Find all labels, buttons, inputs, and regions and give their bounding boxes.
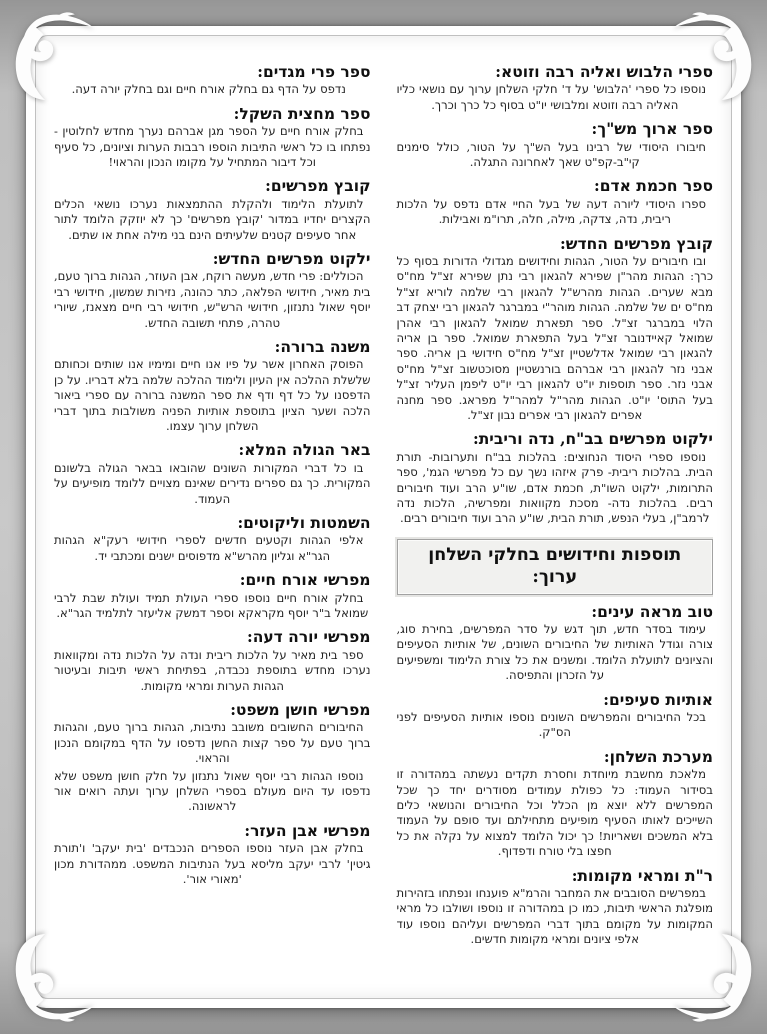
corner-flourish-icon bbox=[661, 8, 757, 104]
section bbox=[54, 337, 371, 434]
section-paragraph: בכל החיבורים והמפרשים השונים נוספו אותיות הסעיפים לפני הס"ק. bbox=[396, 709, 706, 740]
section-paragraph: הכוללים: פרי חדש, מעשה רוקח, אבן העוזר, הגהות ברוך טעם, בית מאיר, חידושי הפלאה, כתר כהונה, נזירות שמשון, חידושי רבי יוסף שאול נתנזון, חידושי הרש"ש, חידושי רבי חיים מצאנז, שיורי טהרה, פתחי תשובה החדש. bbox=[54, 269, 371, 330]
section bbox=[54, 104, 371, 171]
section-paragraph: נדפס על הדף גם בחלק אורח חיים וגם בחלק יורה דעה. bbox=[71, 82, 346, 97]
section bbox=[397, 747, 714, 860]
section bbox=[54, 249, 371, 331]
section-paragraph: החיבורים החשובים משובב נתיבות, הגהות ברוך טעם, והגהות ברוך טעם על ספר קצות החשן נדפסו על הדף במקומם הנכון והראוי. bbox=[54, 720, 371, 766]
section bbox=[397, 234, 714, 424]
section-heading: קובץ מפרשים החדש: bbox=[560, 233, 713, 253]
page-content bbox=[54, 56, 713, 986]
section-heading: באר הגולה המלא: bbox=[238, 440, 371, 460]
section-heading: ילקוט מפרשים החדש: bbox=[212, 248, 371, 268]
section bbox=[54, 821, 371, 888]
section-paragraph: עימוד בסדר חדש, תוך דגש על סדר המפרשים, בחירת סוג, צורה וגודל האותיות של החיבורים השונים, של אותיות הסעיפים והציונים לתועלת הלומד. ומשנים את כל צורת הלימוד ומשפיעים על הזכרון והתפיסה. bbox=[396, 621, 713, 683]
section bbox=[54, 513, 371, 564]
section-banner: תוספות וחידושים בחלקי השלחן ערוך: bbox=[397, 539, 714, 595]
section-paragraph: ספר בית מאיר על הלכות ריבית ונדה על הלכות נדה ומקוואות נערכו מחדש בתוספת נכבדה, בפתיחת ראשי תיבות ובעיטור הגהות הערות ומראי מקומות. bbox=[54, 647, 371, 693]
section-paragraph: לתועלת הלימוד ולהקלת ההתמצאות נערכו נושאי הכלים הקצרים יחדיו במדור 'קובץ מפרשים' כך לא יוזקק הלומד לתור אחר סעיפים קטנים שלעיתים הינם בני מילה אחת או שתים. bbox=[54, 196, 371, 242]
section-heading: ספר חכמת אדם: bbox=[594, 176, 713, 196]
section bbox=[54, 570, 371, 621]
section-heading: טוב מראה עינים: bbox=[591, 601, 713, 621]
section-heading: ספר ארוך מש"ך: bbox=[591, 119, 713, 139]
section bbox=[54, 627, 371, 694]
section bbox=[54, 440, 371, 507]
section bbox=[397, 690, 714, 741]
section-paragraph: בו כל דברי המקורות השונים שהובאו בבאר הגולה בלשונם המקורית. כך גם ספרים נדירים שאינם מצויים ללומד מופיעים על העמוד. bbox=[54, 460, 371, 506]
section-paragraph: ספרו היסודי ליורה דעה של בעל החיי אדם נדפס על הלכות ריבית, נדה, צדקה, מילה, חלה, תרו"מ ואבילות. bbox=[396, 196, 706, 227]
corner-flourish-icon bbox=[10, 8, 106, 104]
section-paragraph: חיבורו היסודי של רבינו בעל הש"ך על הטור, כולל סימנים קי"ב-קפ"ט שאך לאחרונה התגלה. bbox=[396, 139, 706, 169]
section bbox=[54, 700, 371, 815]
section-heading: ספר מחצית השקל: bbox=[233, 103, 371, 123]
section bbox=[397, 429, 714, 526]
section bbox=[54, 176, 371, 243]
column-left bbox=[54, 56, 371, 986]
section-heading: אותיות סעיפים: bbox=[603, 689, 713, 709]
section-heading: מפרשי אבן העזר: bbox=[244, 820, 371, 840]
section-heading: ילקוט מפרשים בב"ח, נדה וריבית: bbox=[473, 429, 713, 449]
section-heading: השמטות וליקוטים: bbox=[237, 512, 371, 532]
section-paragraph: מלאכת מחשבת מיוחדת וחסרת תקדים נעשתה במהדורה זו בסידור העמוד: כל כפולת עמודים מסודרים יחד כך שכל המפרשים ללא יוצא מן הכלל וכל החיבורים והנושאי כלים השייכים לאותו הסעיף מופיעים מתחילתם ועד סופם על העמוד בלא המשכים ושאריות! כך יכול הלומד למצוא על נקלה את כל חפצו בלי טורח ודפדוף. bbox=[396, 767, 713, 859]
section-paragraph: ובו חיבורים על הטור, הגהות וחידושים מגדולי הדורות בסוף כל כרך: הגהות מהר"ן שפירא להגאון רבי נתן שפירא זצ"ל מח"ס מבא שערים. הגהות מהרש"ל להגאון רבי שלמה לוריא זצ"ל מח"ס ים של שלמה. הגהות מוהר"י במברגר להגאון רבי יצחק דב הלוי במברגר זצ"ל. ספר תפארת שמואל להגאון רבי אהרן שמואל קאיידנובר זצ"ל בעל התפארת שמואל. ספר בן אריה להגאון רבי שמואל אדלשטיין זצ"ל מח"ס חידושי בן אריה. ספר אבני נזר להגאון רבי אברהם בורנשטיין מסוכטשוב זצ"ל מח"ס אבני נזר. ספר תוספות יו"ט להגאון רבי יו"ט ליפמן העליר זצ"ל בעל התוס' יו"ט. הגהות מהר"ל למהר"ל מפראג. ספר מחנה אפרים להגאון רבי אפרים נבון זצ"ל. bbox=[396, 253, 713, 422]
section bbox=[397, 602, 714, 684]
section-paragraph: בחלק אבן העזר נוספו הספרים הנכבדים 'בית יעקב' ו'תורת גיטין' לרבי יעקב מליסא בעל הנתיבות המשפט. ממהדורת מכון 'מאורי אור'. bbox=[54, 841, 371, 886]
section-paragraph: נוספו כל ספרי 'הלבוש' על ד' חלקי השלחן ערוך עם נושאי כליו האליה רבה וזוטא ומלבושי יו"ט בסוף כל כרך וכרך. bbox=[396, 82, 706, 112]
corner-flourish-icon bbox=[10, 930, 106, 1026]
section-paragraph: נוספו ספרי היסוד הנחוצים: בהלכות בב"ח ותערובות- תורת הבית. בהלכות ריבית- פרק איזהו נשך עם כל מפרשי הגמ', ספר התרומות, ילקוט השו"ת, חכמת אדם, שו"ע הרב ועוד חיבורים רבים. בהלכות נדה- מסכת מקוואות ומפרשיה, הלכות נדה לרמב"ן, בעלי הנפש, תורת הבית, שו"ע הרב ועוד חיבורים רבים. bbox=[396, 449, 713, 526]
section-heading: מפרשי אורח חיים: bbox=[239, 570, 371, 590]
section-heading: מערכת השלחן: bbox=[603, 746, 713, 766]
section-heading: מפרשי חושן משפט: bbox=[230, 699, 371, 719]
section-heading: משנה ברורה: bbox=[274, 336, 371, 356]
section-paragraph: בחלק אורח חיים נוספו ספרי העולת תמיד ועולת שבת לרבי שמואל ב"ר יוסף מקראקא וספר דמשק אליעזר לתלמיד הגר"א. bbox=[54, 590, 369, 620]
section-heading: ר"ת ומראי מקומות: bbox=[571, 865, 713, 885]
section-paragraph: הפוסק האחרון אשר על פיו אנו חיים ומימיו אנו שותים וכחותם שלשלת ההלכה אין העיון ולימוד ההלכה שלמה בלא דבריו. על כן הדפסנו על כל דף ודף את ספר המשנה ברורה עם ספרי ביאור הלכה ושער הציון בתוספת אותיות הפניה משולבות בתוך דברי השלחן ערוך עצמו. bbox=[54, 357, 371, 433]
section-paragraph: בחלק אורח חיים על הספר מגן אברהם נערך מחדש לחלוטין - נפתחו בו כל ראשי התיבות הוספו רבבות הערות וציונים, כל סעיף וכל דיבור המתחיל על מקומו הנכון והראוי! bbox=[54, 124, 371, 169]
column-right bbox=[397, 56, 714, 986]
section-heading: ספרי הלבוש ואליה רבה וזוטא: bbox=[495, 62, 713, 81]
section-heading: מפרשי יורה דעה: bbox=[246, 627, 371, 647]
section bbox=[397, 176, 714, 227]
section-paragraph: נוספו הגהות רבי יוסף שאול נתנזון על חלק חושן משפט שלא נדפסו עד היום מעולם בספרי השלחן ערוך ועתה רואים אור לראשונה. bbox=[54, 768, 371, 814]
section-heading: ספר פרי מגדים: bbox=[257, 62, 371, 81]
section-paragraph: במפרשים הסובבים את המחבר והרמ"א פוענחו ונפתחו בזהירות מופלגת הראשי תיבות, כמו כן במהדורה זו נוספו ושולבו כל מראי המקומות על מקומם בתוך דברי המפרשים ועליהם נוספו עוד אלפי ציונים ומראי מקומות חדשים. bbox=[396, 885, 713, 947]
section-heading: קובץ מפרשים: bbox=[265, 176, 371, 196]
corner-flourish-icon bbox=[661, 930, 757, 1026]
section-paragraph: אלפי הגהות וקטעים חדשים לספרי חידושי רעק"א הגהות הגר"א וגליון מהרש"א מדפוסים ישנים ומכתבי יד. bbox=[54, 533, 364, 563]
section bbox=[397, 119, 714, 170]
